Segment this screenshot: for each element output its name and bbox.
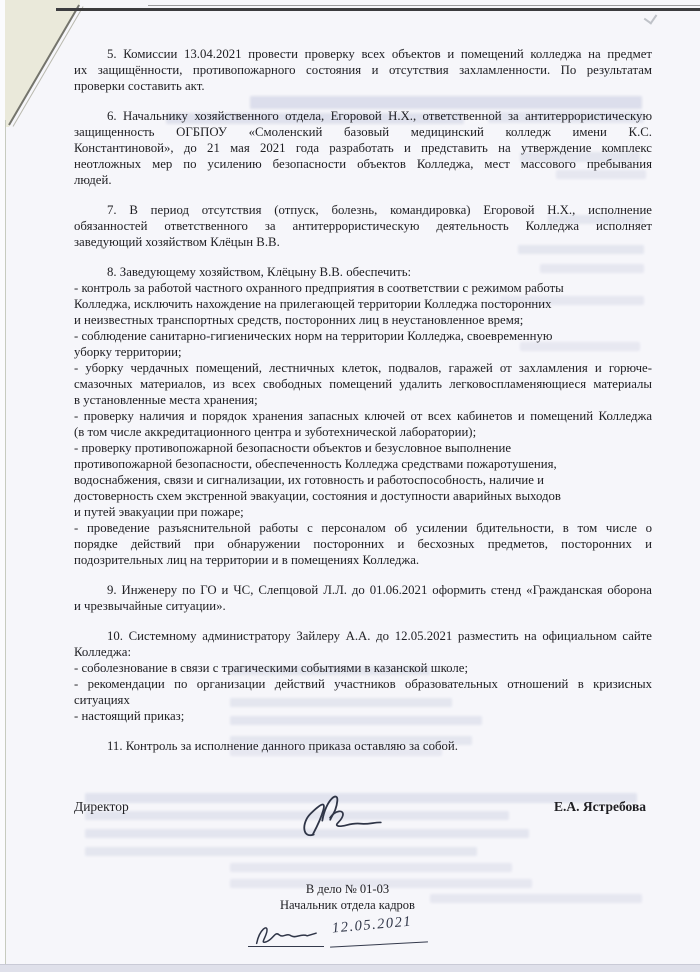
director-name: Е.А. Ястребова xyxy=(554,799,646,814)
director-signature xyxy=(282,788,392,846)
filing-block xyxy=(240,882,455,961)
text-line: - соболезнование в связи с трагическими событиями в казанской школе; xyxy=(74,661,468,675)
text-line: 11. Контроль за исполнение данного приказа оставляю за собой. xyxy=(107,739,458,753)
text-line: защищенность ОГБПОУ «Смоленский базовый медицинский колледж имени К.С. xyxy=(74,125,652,139)
text-line: 5. Комиссии 13.04.2021 провести проверку всех объектов и помещений колледжа на предмет xyxy=(107,47,652,61)
text-line: неотложных мер по усилению безопасности объектов Колледжа, мест массового пребывания xyxy=(74,157,652,171)
text-line: заведующий хозяйством Клёцын В.В. xyxy=(74,235,280,249)
text-line: и путей эвакуации при пожаре; xyxy=(74,505,244,519)
text-line: людей. xyxy=(74,173,112,187)
hr-officer-signature xyxy=(250,917,330,949)
paragraph xyxy=(74,202,652,250)
date-underline xyxy=(330,941,428,947)
text-line: обязанностей ответственного за антитеррористическую деятельность Колледжа исполняет xyxy=(74,219,652,233)
text-line: (в том числе аккредитационного центра и зуботехнической лаборатории); xyxy=(74,425,477,439)
text-line: - проведение разъяснительной работы с персоналом об усилении бдительности, в том числе о xyxy=(74,521,652,535)
bleed-through-line xyxy=(230,863,512,872)
paragraph xyxy=(74,46,652,94)
paragraph xyxy=(74,738,652,754)
text-line: их защищённости, противопожарного состояния и отсутствия захламленности. По результатам xyxy=(74,63,652,77)
text-line: смазочных материалов, из всех свободных помещений удалить легковоспламеняющиеся материалы xyxy=(74,377,652,391)
text-line: и неизвестных транспортных средств, посторонних лиц в неустановленное время; xyxy=(74,313,524,327)
text-line: уборку территории; xyxy=(74,345,182,359)
text-line: - уборку чердачных помещений, лестничных клеток, подвалов, гаражей от захламления и горюче- xyxy=(74,361,652,375)
bleed-through-line xyxy=(430,894,642,903)
text-line: - проверку наличия и порядок хранения запасных ключей от всех кабинетов и помещений Колледжа xyxy=(74,409,652,423)
page-top-edge-highlight xyxy=(148,5,700,6)
text-line: 9. Инженеру по ГО и ЧС, Слепцовой Л.Л. до 01.06.2021 оформить стенд «Гражданская оборона xyxy=(107,583,652,597)
text-line: - настоящий приказ; xyxy=(74,709,185,723)
text-line: - проверку противопожарной безопасности объектов и безусловное выполнение xyxy=(74,441,512,455)
scan-bottom-shadow xyxy=(0,964,700,972)
filing-case-number: В дело № 01-03 xyxy=(305,882,390,896)
paragraph xyxy=(74,628,652,724)
director-title: Директор xyxy=(74,799,129,814)
text-line: проверки составить акт. xyxy=(74,79,205,93)
filing-officer-title: Начальник отдела кадров xyxy=(280,897,415,912)
text-line: в установленные места хранения; xyxy=(74,393,258,407)
page-top-edge-line xyxy=(56,8,700,11)
text-line: 10. Системному администратору Зайлеру А.А. до 12.05.2021 разместить на официальном сайте xyxy=(107,629,652,643)
text-line: - рекомендации по организации действий участников образовательных отношений в кризисных xyxy=(74,677,652,691)
document-body xyxy=(74,46,652,768)
bleed-through-line xyxy=(85,847,477,856)
text-line: 8. Заведующему хозяйством, Клёцыну В.В. обеспечить: xyxy=(107,265,412,279)
text-line: - соблюдение санитарно-гигиенических норм на территории Колледжа, своевременную xyxy=(74,329,553,343)
handwritten-date: 12.05.2021 xyxy=(331,913,413,937)
text-line: Константиновой», до 21 мая 2021 года разработать и представить на утверждение комплекс xyxy=(74,141,652,155)
pen-check-mark xyxy=(644,10,658,24)
text-line: 7. В период отсутствия (отпуск, болезнь, командировка) Егоровой Н.Х., исполнение xyxy=(107,203,652,217)
filing-signature-area xyxy=(240,915,455,961)
text-line: подозрительных лиц на территории и в помещениях Колледжа. xyxy=(74,553,420,567)
text-line: достоверность схем экстренной эвакуации, состояния и доступности аварийных выходов xyxy=(74,489,561,503)
page-left-edge-line xyxy=(5,120,6,964)
text-line: порядке действий при обнаружении посторонних и бесхозных предметов, посторонних и xyxy=(74,537,652,551)
text-line: Колледжа, исключить нахождение на прилегающей территории Колледжа посторонних xyxy=(74,297,552,311)
paragraph xyxy=(74,264,652,568)
paragraph xyxy=(74,582,652,614)
text-line: - контроль за работой частного охранного предприятия в соответствии с режимом работы xyxy=(74,281,564,295)
text-line: ситуациях xyxy=(74,693,130,707)
text-line: Колледжа: xyxy=(74,645,131,659)
text-line: противопожарной безопасности, обеспеченность Колледжа средствами пожаротушения, xyxy=(74,457,557,471)
text-line: водоснабжения, связи и сигнализации, их готовность и работоспособность, наличие и xyxy=(74,473,545,487)
paragraph xyxy=(74,108,652,188)
signature-underline xyxy=(248,946,324,947)
text-line: 6. Начальнику хозяйственного отдела, Егоровой Н.Х., ответственной за антитеррористическую xyxy=(107,109,652,123)
text-line: и чрезвычайные ситуации». xyxy=(74,599,226,613)
